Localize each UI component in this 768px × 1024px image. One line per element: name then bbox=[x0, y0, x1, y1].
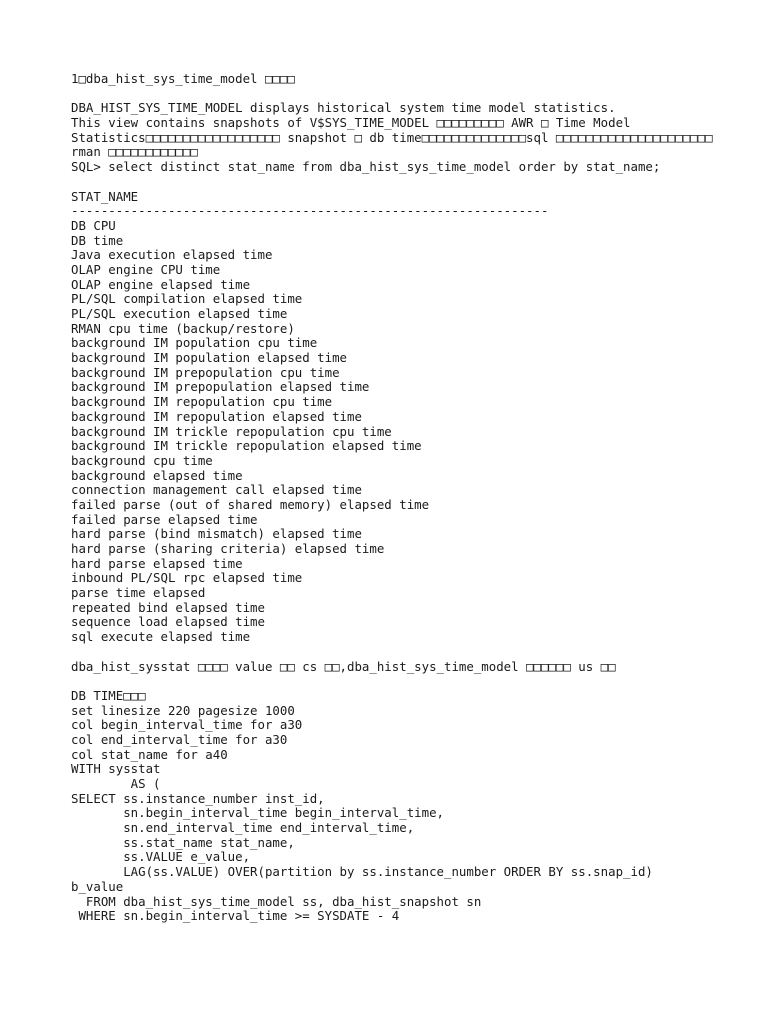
text-line: OLAP engine elapsed time bbox=[71, 277, 251, 292]
text-line bbox=[71, 175, 761, 190]
text-line: failed parse (out of shared memory) elapsed time bbox=[71, 497, 430, 512]
text-line: background elapsed time bbox=[71, 468, 243, 483]
text-line: background IM population elapsed time bbox=[71, 351, 348, 366]
text-line: SELECT ss.instance_number inst_id, bbox=[71, 791, 325, 806]
text-line: RMAN cpu time (backup/restore) bbox=[71, 321, 295, 336]
text-line: DB CPU bbox=[71, 218, 116, 233]
text-line: OLAP engine CPU time bbox=[71, 262, 221, 277]
text-line: sql execute elapsed time bbox=[71, 630, 251, 645]
text-line bbox=[71, 674, 761, 689]
text-line: background IM repopulation elapsed time bbox=[71, 409, 362, 424]
text-line: background IM trickle repopulation elapsed time bbox=[71, 439, 422, 454]
text-line: background IM population cpu time bbox=[71, 336, 318, 351]
text-line: background IM repopulation cpu time bbox=[71, 395, 333, 410]
text-line: rman □□□□□□□□□□□□ bbox=[71, 145, 198, 160]
text-line bbox=[71, 87, 761, 102]
text-line: ---------------------------------------------------------------- bbox=[71, 204, 549, 219]
text-line: PL/SQL compilation elapsed time bbox=[71, 292, 303, 307]
text-line: ss.stat_name stat_name, bbox=[71, 835, 295, 850]
text-line: DB time bbox=[71, 233, 124, 248]
text-line: DBA_HIST_SYS_TIME_MODEL displays historical system time model statistics. bbox=[71, 101, 616, 116]
text-line: background IM prepopulation cpu time bbox=[71, 365, 340, 380]
text-line: set linesize 220 pagesize 1000 bbox=[71, 703, 295, 718]
text-line: parse time elapsed bbox=[71, 586, 206, 601]
text-line: inbound PL/SQL rpc elapsed time bbox=[71, 571, 303, 586]
text-line: FROM dba_hist_sys_time_model ss, dba_hist_snapshot sn bbox=[71, 894, 482, 909]
text-line bbox=[71, 645, 761, 660]
text-line: sn.begin_interval_time begin_interval_time, bbox=[71, 806, 444, 821]
text-line: Java execution elapsed time bbox=[71, 248, 273, 263]
text-line: PL/SQL execution elapsed time bbox=[71, 307, 288, 321]
text-line: sn.end_interval_time end_interval_time, bbox=[71, 821, 415, 836]
text-line: Statistics□□□□□□□□□□□□□□□□□□ snapshot □ db time□□□□□□□□□□□□□□sql □□□□□□□□□□□□□□□□□□□□□ bbox=[71, 130, 713, 145]
text-line: failed parse elapsed time bbox=[71, 512, 258, 527]
text-line: dba_hist_sysstat □□□□ value □□ cs □□,dba_hist_sys_time_model □□□□□□ us □□ bbox=[71, 659, 616, 674]
text-line: background cpu time bbox=[71, 453, 213, 468]
text-line: background IM prepopulation elapsed time bbox=[71, 380, 370, 395]
text-line: This view contains snapshots of V$SYS_TIME_MODEL □□□□□□□□□ AWR □ Time Model bbox=[71, 116, 631, 131]
text-line: WHERE sn.begin_interval_time >= SYSDATE - 4 bbox=[71, 909, 400, 924]
text-line: background IM trickle repopulation cpu time bbox=[71, 424, 392, 439]
text-line: SQL> select distinct stat_name from dba_hist_sys_time_model order by stat_name; bbox=[71, 160, 661, 175]
text-line: WITH sysstat bbox=[71, 762, 161, 777]
text-line: hard parse (sharing criteria) elapsed time bbox=[71, 542, 385, 556]
text-line: 1□dba_hist_sys_time_model □□□□ bbox=[71, 72, 295, 86]
text-line: STAT_NAME bbox=[71, 189, 139, 204]
text-line: ss.VALUE e_value, bbox=[71, 850, 251, 865]
text-line: col begin_interval_time for a30 bbox=[71, 718, 303, 733]
text-line: b_value bbox=[71, 879, 124, 894]
text-line: DB TIME□□□ bbox=[71, 688, 146, 703]
text-line: connection management call elapsed time bbox=[71, 483, 362, 498]
text-line: sequence load elapsed time bbox=[71, 615, 265, 630]
document-text bbox=[71, 72, 761, 924]
text-line: LAG(ss.VALUE) OVER(partition by ss.instance_number ORDER BY ss.snap_id) bbox=[71, 865, 653, 880]
text-line: col end_interval_time for a30 bbox=[71, 732, 288, 747]
text-line: AS ( bbox=[71, 777, 161, 791]
text-line: col stat_name for a40 bbox=[71, 747, 228, 762]
text-line: hard parse elapsed time bbox=[71, 556, 243, 571]
text-line: hard parse (bind mismatch) elapsed time bbox=[71, 527, 362, 542]
text-line: repeated bind elapsed time bbox=[71, 600, 265, 615]
